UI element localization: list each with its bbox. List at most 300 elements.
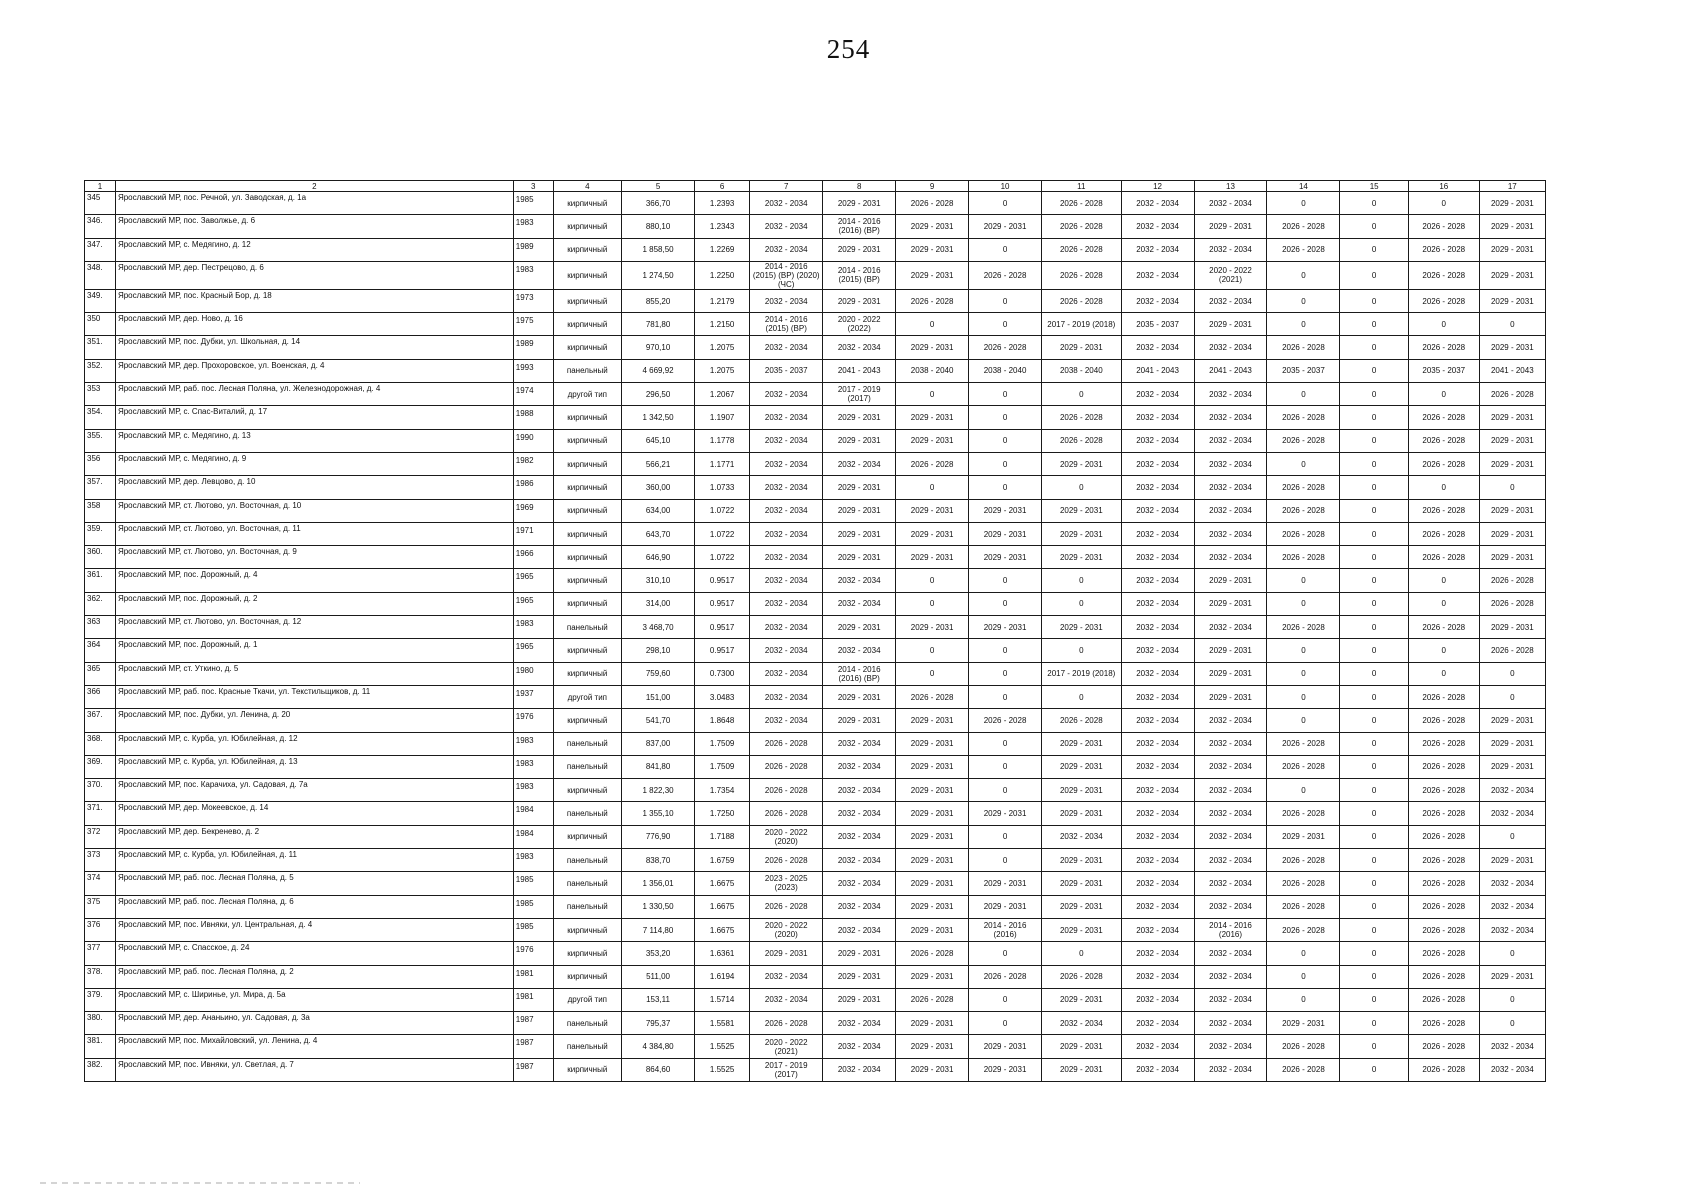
cell-period-col-15: 0	[1340, 779, 1409, 802]
cell-period-col-13: 2029 - 2031	[1194, 569, 1267, 592]
cell-period-col-7: 2032 - 2034	[750, 965, 823, 988]
cell-area: 781,80	[622, 313, 695, 336]
cell-build-year: 1984	[513, 802, 553, 825]
cell-period-col-11: 2026 - 2028	[1042, 429, 1122, 452]
cell-area: 1 822,30	[622, 779, 695, 802]
cell-period-col-10: 2029 - 2031	[969, 616, 1042, 639]
cell-period-col-10: 0	[969, 639, 1042, 662]
cell-period-col-17: 2032 - 2034	[1479, 872, 1545, 895]
cell-period-col-9: 2029 - 2031	[896, 779, 969, 802]
cell-period-col-8: 2029 - 2031	[823, 965, 896, 988]
table-row	[85, 849, 1546, 872]
cell-period-col-11: 0	[1042, 476, 1122, 499]
cell-period-col-17: 2029 - 2031	[1479, 238, 1545, 261]
scan-artifact	[40, 1182, 360, 1184]
cell-period-col-12: 2032 - 2034	[1121, 192, 1194, 215]
cell-coefficient: 1.2343	[695, 215, 750, 238]
table-row	[85, 215, 1546, 238]
cell-period-col-8: 2029 - 2031	[823, 522, 896, 545]
cell-period-col-9: 0	[896, 592, 969, 615]
cell-row-number: 361.	[85, 569, 116, 592]
cell-period-col-13: 2032 - 2034	[1194, 476, 1267, 499]
cell-period-col-14: 0	[1267, 289, 1340, 312]
cell-period-col-15: 0	[1340, 732, 1409, 755]
cell-row-number: 356	[85, 452, 116, 475]
cell-period-col-17: 0	[1479, 825, 1545, 848]
cell-coefficient: 1.5714	[695, 988, 750, 1011]
cell-address: Ярославский МР, раб. пос. Красные Ткачи, ул. Текстильщиков, д. 11	[115, 685, 513, 708]
cell-build-year: 1971	[513, 522, 553, 545]
cell-area: 855,20	[622, 289, 695, 312]
cell-period-col-14: 2026 - 2028	[1267, 802, 1340, 825]
cell-period-col-10: 2029 - 2031	[969, 499, 1042, 522]
cell-period-col-12: 2032 - 2034	[1121, 261, 1194, 289]
cell-period-col-12: 2032 - 2034	[1121, 215, 1194, 238]
cell-period-col-14: 2026 - 2028	[1267, 872, 1340, 895]
cell-build-year: 1985	[513, 895, 553, 918]
cell-row-number: 373	[85, 849, 116, 872]
cell-period-col-13: 2032 - 2034	[1194, 755, 1267, 778]
cell-build-year: 1983	[513, 215, 553, 238]
cell-period-col-16: 2026 - 2028	[1408, 965, 1479, 988]
cell-period-col-13: 2014 - 2016 (2016)	[1194, 918, 1267, 941]
cell-period-col-15: 0	[1340, 662, 1409, 685]
cell-period-col-8: 2020 - 2022 (2022)	[823, 313, 896, 336]
cell-period-col-8: 2029 - 2031	[823, 942, 896, 965]
table-row	[85, 1035, 1546, 1058]
cell-period-col-16: 0	[1408, 476, 1479, 499]
cell-period-col-17: 0	[1479, 662, 1545, 685]
cell-period-col-14: 0	[1267, 452, 1340, 475]
cell-coefficient: 1.6675	[695, 918, 750, 941]
cell-period-col-9: 2029 - 2031	[896, 238, 969, 261]
cell-address: Ярославский МР, дер. Мокеевское, д. 14	[115, 802, 513, 825]
cell-period-col-7: 2032 - 2034	[750, 192, 823, 215]
cell-period-col-17: 2029 - 2031	[1479, 522, 1545, 545]
cell-address: Ярославский МР, пос. Красный Бор, д. 18	[115, 289, 513, 312]
cell-period-col-14: 2026 - 2028	[1267, 732, 1340, 755]
cell-period-col-8: 2017 - 2019 (2017)	[823, 383, 896, 406]
table-row	[85, 476, 1546, 499]
cell-period-col-11: 2026 - 2028	[1042, 192, 1122, 215]
cell-period-col-12: 2032 - 2034	[1121, 569, 1194, 592]
cell-area: 643,70	[622, 522, 695, 545]
cell-period-col-11: 2026 - 2028	[1042, 406, 1122, 429]
table-row	[85, 1058, 1546, 1081]
cell-period-col-12: 2032 - 2034	[1121, 918, 1194, 941]
cell-period-col-8: 2029 - 2031	[823, 499, 896, 522]
cell-row-number: 346.	[85, 215, 116, 238]
cell-period-col-17: 2029 - 2031	[1479, 849, 1545, 872]
cell-period-col-15: 0	[1340, 825, 1409, 848]
cell-period-col-13: 2032 - 2034	[1194, 406, 1267, 429]
cell-period-col-7: 2023 - 2025 (2023)	[750, 872, 823, 895]
cell-coefficient: 1.2067	[695, 383, 750, 406]
cell-period-col-10: 2026 - 2028	[969, 261, 1042, 289]
cell-period-col-14: 0	[1267, 383, 1340, 406]
cell-coefficient: 1.2250	[695, 261, 750, 289]
cell-wall-material: другой тип	[553, 685, 622, 708]
cell-period-col-16: 2026 - 2028	[1408, 732, 1479, 755]
cell-period-col-10: 2029 - 2031	[969, 522, 1042, 545]
cell-area: 759,60	[622, 662, 695, 685]
cell-address: Ярославский МР, раб. пос. Лесная Поляна, ул. Железнодорожная, д. 4	[115, 383, 513, 406]
cell-build-year: 1983	[513, 779, 553, 802]
cell-period-col-7: 2026 - 2028	[750, 802, 823, 825]
cell-build-year: 1993	[513, 359, 553, 382]
cell-period-col-10: 2026 - 2028	[969, 336, 1042, 359]
cell-period-col-12: 2032 - 2034	[1121, 732, 1194, 755]
cell-period-col-11: 2029 - 2031	[1042, 872, 1122, 895]
column-header-11: 11	[1042, 181, 1122, 192]
cell-period-col-8: 2014 - 2016 (2015) (ВР)	[823, 261, 896, 289]
cell-period-col-10: 2029 - 2031	[969, 872, 1042, 895]
cell-area: 837,00	[622, 732, 695, 755]
cell-wall-material: кирпичный	[553, 476, 622, 499]
table-row	[85, 261, 1546, 289]
cell-period-col-8: 2032 - 2034	[823, 336, 896, 359]
cell-period-col-17: 2029 - 2031	[1479, 499, 1545, 522]
cell-coefficient: 0.9517	[695, 639, 750, 662]
cell-period-col-12: 2032 - 2034	[1121, 476, 1194, 499]
cell-wall-material: кирпичный	[553, 825, 622, 848]
cell-row-number: 375	[85, 895, 116, 918]
cell-build-year: 1937	[513, 685, 553, 708]
cell-period-col-10: 0	[969, 452, 1042, 475]
cell-row-number: 368.	[85, 732, 116, 755]
cell-period-col-16: 2026 - 2028	[1408, 755, 1479, 778]
cell-period-col-15: 0	[1340, 1058, 1409, 1081]
cell-period-col-14: 0	[1267, 988, 1340, 1011]
cell-coefficient: 1.5525	[695, 1058, 750, 1081]
cell-period-col-7: 2032 - 2034	[750, 238, 823, 261]
cell-row-number: 351.	[85, 336, 116, 359]
cell-address: Ярославский МР, раб. пос. Лесная Поляна, д. 6	[115, 895, 513, 918]
cell-period-col-8: 2029 - 2031	[823, 476, 896, 499]
cell-build-year: 1987	[513, 1058, 553, 1081]
cell-address: Ярославский МР, дер. Левцово, д. 10	[115, 476, 513, 499]
cell-period-col-7: 2032 - 2034	[750, 685, 823, 708]
cell-period-col-17: 2032 - 2034	[1479, 895, 1545, 918]
cell-build-year: 1969	[513, 499, 553, 522]
cell-period-col-11: 2032 - 2034	[1042, 1012, 1122, 1035]
cell-period-col-17: 2026 - 2028	[1479, 592, 1545, 615]
cell-period-col-11: 0	[1042, 942, 1122, 965]
cell-period-col-10: 0	[969, 849, 1042, 872]
cell-period-col-7: 2032 - 2034	[750, 406, 823, 429]
housing-register-table	[84, 180, 1546, 1082]
cell-period-col-8: 2029 - 2031	[823, 709, 896, 732]
cell-build-year: 1985	[513, 918, 553, 941]
cell-period-col-16: 0	[1408, 192, 1479, 215]
cell-period-col-7: 2032 - 2034	[750, 639, 823, 662]
column-header-5: 5	[622, 181, 695, 192]
cell-area: 1 355,10	[622, 802, 695, 825]
cell-period-col-17: 2029 - 2031	[1479, 336, 1545, 359]
cell-area: 366,70	[622, 192, 695, 215]
cell-period-col-12: 2032 - 2034	[1121, 429, 1194, 452]
cell-period-col-8: 2032 - 2034	[823, 779, 896, 802]
cell-coefficient: 1.2150	[695, 313, 750, 336]
cell-period-col-8: 2029 - 2031	[823, 289, 896, 312]
cell-period-col-9: 2029 - 2031	[896, 1012, 969, 1035]
cell-row-number: 347.	[85, 238, 116, 261]
cell-period-col-11: 2017 - 2019 (2018)	[1042, 313, 1122, 336]
cell-period-col-16: 2026 - 2028	[1408, 942, 1479, 965]
cell-period-col-15: 0	[1340, 452, 1409, 475]
cell-period-col-15: 0	[1340, 289, 1409, 312]
cell-area: 4 669,92	[622, 359, 695, 382]
cell-period-col-10: 2026 - 2028	[969, 965, 1042, 988]
cell-coefficient: 1.7188	[695, 825, 750, 848]
cell-period-col-15: 0	[1340, 313, 1409, 336]
cell-period-col-9: 2029 - 2031	[896, 1058, 969, 1081]
cell-wall-material: кирпичный	[553, 452, 622, 475]
cell-period-col-11: 2029 - 2031	[1042, 499, 1122, 522]
cell-period-col-15: 0	[1340, 639, 1409, 662]
cell-period-col-12: 2032 - 2034	[1121, 289, 1194, 312]
cell-period-col-8: 2032 - 2034	[823, 849, 896, 872]
cell-period-col-10: 0	[969, 476, 1042, 499]
cell-period-col-8: 2029 - 2031	[823, 238, 896, 261]
table-row	[85, 1012, 1546, 1035]
cell-wall-material: кирпичный	[553, 1058, 622, 1081]
table-row	[85, 336, 1546, 359]
cell-period-col-14: 0	[1267, 569, 1340, 592]
cell-wall-material: панельный	[553, 732, 622, 755]
cell-period-col-8: 2029 - 2031	[823, 192, 896, 215]
cell-period-col-7: 2014 - 2016 (2015) (ВР)	[750, 313, 823, 336]
cell-address: Ярославский МР, дер. Ананьино, ул. Садовая, д. 3а	[115, 1012, 513, 1035]
cell-period-col-13: 2029 - 2031	[1194, 662, 1267, 685]
cell-row-number: 359.	[85, 522, 116, 545]
cell-wall-material: кирпичный	[553, 965, 622, 988]
cell-build-year: 1990	[513, 429, 553, 452]
cell-period-col-9: 2026 - 2028	[896, 988, 969, 1011]
table-row	[85, 942, 1546, 965]
cell-period-col-9: 2029 - 2031	[896, 918, 969, 941]
cell-period-col-15: 0	[1340, 359, 1409, 382]
cell-row-number: 378.	[85, 965, 116, 988]
cell-wall-material: кирпичный	[553, 238, 622, 261]
cell-period-col-13: 2032 - 2034	[1194, 965, 1267, 988]
cell-period-col-8: 2029 - 2031	[823, 546, 896, 569]
table-row	[85, 779, 1546, 802]
cell-wall-material: панельный	[553, 755, 622, 778]
cell-period-col-10: 0	[969, 662, 1042, 685]
cell-period-col-16: 2026 - 2028	[1408, 429, 1479, 452]
cell-address: Ярославский МР, с. Курба, ул. Юбилейная, д. 11	[115, 849, 513, 872]
cell-address: Ярославский МР, раб. пос. Лесная Поляна, д. 2	[115, 965, 513, 988]
cell-period-col-9: 2029 - 2031	[896, 895, 969, 918]
cell-period-col-13: 2032 - 2034	[1194, 802, 1267, 825]
cell-period-col-7: 2014 - 2016 (2015) (ВР) (2020) (ЧС)	[750, 261, 823, 289]
cell-area: 566,21	[622, 452, 695, 475]
cell-build-year: 1983	[513, 261, 553, 289]
cell-address: Ярославский МР, пос. Карачиха, ул. Садовая, д. 7а	[115, 779, 513, 802]
cell-build-year: 1965	[513, 569, 553, 592]
cell-period-col-15: 0	[1340, 802, 1409, 825]
column-header-6: 6	[695, 181, 750, 192]
cell-period-col-15: 0	[1340, 429, 1409, 452]
cell-period-col-16: 0	[1408, 313, 1479, 336]
cell-build-year: 1987	[513, 1012, 553, 1035]
cell-period-col-10: 2038 - 2040	[969, 359, 1042, 382]
cell-row-number: 364	[85, 639, 116, 662]
table-row	[85, 569, 1546, 592]
cell-area: 151,00	[622, 685, 695, 708]
cell-period-col-7: 2032 - 2034	[750, 429, 823, 452]
cell-period-col-12: 2032 - 2034	[1121, 499, 1194, 522]
cell-period-col-9: 2029 - 2031	[896, 499, 969, 522]
cell-wall-material: панельный	[553, 802, 622, 825]
table-body	[85, 192, 1546, 1082]
cell-period-col-13: 2032 - 2034	[1194, 709, 1267, 732]
cell-address: Ярославский МР, дер. Прохоровское, ул. Военская, д. 4	[115, 359, 513, 382]
cell-address: Ярославский МР, пос. Михайловский, ул. Ленина, д. 4	[115, 1035, 513, 1058]
cell-period-col-10: 2029 - 2031	[969, 1035, 1042, 1058]
table-row	[85, 192, 1546, 215]
cell-period-col-9: 2029 - 2031	[896, 802, 969, 825]
cell-period-col-11: 2029 - 2031	[1042, 522, 1122, 545]
cell-period-col-9: 2026 - 2028	[896, 289, 969, 312]
cell-period-col-16: 2026 - 2028	[1408, 779, 1479, 802]
cell-period-col-11: 2029 - 2031	[1042, 336, 1122, 359]
cell-period-col-16: 2026 - 2028	[1408, 802, 1479, 825]
cell-period-col-9: 2029 - 2031	[896, 1035, 969, 1058]
cell-period-col-11: 2026 - 2028	[1042, 215, 1122, 238]
cell-period-col-11: 0	[1042, 383, 1122, 406]
cell-period-col-9: 0	[896, 313, 969, 336]
cell-period-col-9: 2029 - 2031	[896, 336, 969, 359]
cell-build-year: 1985	[513, 872, 553, 895]
cell-period-col-8: 2032 - 2034	[823, 872, 896, 895]
cell-coefficient: 1.6759	[695, 849, 750, 872]
cell-period-col-13: 2032 - 2034	[1194, 1012, 1267, 1035]
cell-period-col-16: 0	[1408, 383, 1479, 406]
cell-area: 3 468,70	[622, 616, 695, 639]
cell-period-col-17: 2029 - 2031	[1479, 546, 1545, 569]
cell-period-col-11: 2029 - 2031	[1042, 755, 1122, 778]
cell-period-col-14: 2026 - 2028	[1267, 755, 1340, 778]
cell-wall-material: кирпичный	[553, 522, 622, 545]
cell-coefficient: 1.2269	[695, 238, 750, 261]
cell-build-year: 1973	[513, 289, 553, 312]
cell-period-col-15: 0	[1340, 383, 1409, 406]
cell-period-col-9: 0	[896, 662, 969, 685]
cell-period-col-7: 2032 - 2034	[750, 476, 823, 499]
cell-coefficient: 1.7509	[695, 732, 750, 755]
cell-period-col-14: 0	[1267, 639, 1340, 662]
cell-period-col-10: 2014 - 2016 (2016)	[969, 918, 1042, 941]
cell-row-number: 370.	[85, 779, 116, 802]
cell-period-col-10: 2029 - 2031	[969, 895, 1042, 918]
cell-period-col-13: 2029 - 2031	[1194, 215, 1267, 238]
cell-period-col-13: 2032 - 2034	[1194, 452, 1267, 475]
column-header-13: 13	[1194, 181, 1267, 192]
cell-address: Ярославский МР, пос. Заволжье, д. 6	[115, 215, 513, 238]
cell-period-col-13: 2032 - 2034	[1194, 1035, 1267, 1058]
table-row	[85, 965, 1546, 988]
table-row	[85, 429, 1546, 452]
cell-period-col-17: 0	[1479, 685, 1545, 708]
cell-period-col-13: 2032 - 2034	[1194, 988, 1267, 1011]
cell-wall-material: другой тип	[553, 383, 622, 406]
cell-period-col-8: 2014 - 2016 (2016) (ВР)	[823, 215, 896, 238]
cell-address: Ярославский МР, дер. Бекренево, д. 2	[115, 825, 513, 848]
cell-period-col-9: 2029 - 2031	[896, 215, 969, 238]
cell-period-col-10: 2029 - 2031	[969, 1058, 1042, 1081]
cell-period-col-13: 2032 - 2034	[1194, 1058, 1267, 1081]
cell-period-col-8: 2041 - 2043	[823, 359, 896, 382]
cell-period-col-17: 2029 - 2031	[1479, 215, 1545, 238]
cell-period-col-14: 2026 - 2028	[1267, 406, 1340, 429]
cell-address: Ярославский МР, с. Медягино, д. 12	[115, 238, 513, 261]
cell-row-number: 348.	[85, 261, 116, 289]
cell-period-col-10: 0	[969, 429, 1042, 452]
cell-period-col-17: 2032 - 2034	[1479, 802, 1545, 825]
cell-wall-material: кирпичный	[553, 639, 622, 662]
cell-build-year: 1987	[513, 1035, 553, 1058]
table-row	[85, 825, 1546, 848]
column-header-12: 12	[1121, 181, 1194, 192]
cell-period-col-13: 2029 - 2031	[1194, 685, 1267, 708]
cell-wall-material: кирпичный	[553, 215, 622, 238]
cell-period-col-12: 2032 - 2034	[1121, 709, 1194, 732]
cell-period-col-17: 2041 - 2043	[1479, 359, 1545, 382]
cell-period-col-13: 2032 - 2034	[1194, 825, 1267, 848]
cell-period-col-15: 0	[1340, 895, 1409, 918]
cell-coefficient: 1.6194	[695, 965, 750, 988]
cell-period-col-16: 2035 - 2037	[1408, 359, 1479, 382]
cell-period-col-8: 2032 - 2034	[823, 802, 896, 825]
cell-period-col-9: 2026 - 2028	[896, 942, 969, 965]
cell-period-col-15: 0	[1340, 238, 1409, 261]
cell-period-col-16: 2026 - 2028	[1408, 546, 1479, 569]
cell-period-col-15: 0	[1340, 261, 1409, 289]
cell-period-col-13: 2032 - 2034	[1194, 732, 1267, 755]
cell-period-col-16: 2026 - 2028	[1408, 1035, 1479, 1058]
cell-area: 296,50	[622, 383, 695, 406]
cell-period-col-13: 2032 - 2034	[1194, 429, 1267, 452]
cell-period-col-10: 0	[969, 1012, 1042, 1035]
cell-period-col-13: 2032 - 2034	[1194, 942, 1267, 965]
cell-period-col-13: 2032 - 2034	[1194, 895, 1267, 918]
cell-coefficient: 1.2393	[695, 192, 750, 215]
cell-period-col-9: 2026 - 2028	[896, 685, 969, 708]
cell-row-number: 369.	[85, 755, 116, 778]
cell-period-col-8: 2032 - 2034	[823, 732, 896, 755]
cell-period-col-8: 2032 - 2034	[823, 569, 896, 592]
cell-period-col-12: 2032 - 2034	[1121, 965, 1194, 988]
table-row	[85, 592, 1546, 615]
table-row	[85, 452, 1546, 475]
cell-row-number: 366	[85, 685, 116, 708]
cell-period-col-17: 2029 - 2031	[1479, 192, 1545, 215]
cell-period-col-14: 0	[1267, 662, 1340, 685]
cell-coefficient: 0.9517	[695, 616, 750, 639]
cell-row-number: 345	[85, 192, 116, 215]
cell-period-col-10: 0	[969, 779, 1042, 802]
cell-row-number: 352.	[85, 359, 116, 382]
cell-wall-material: панельный	[553, 616, 622, 639]
cell-period-col-14: 0	[1267, 779, 1340, 802]
cell-period-col-8: 2032 - 2034	[823, 895, 896, 918]
cell-build-year: 1980	[513, 662, 553, 685]
cell-period-col-16: 2026 - 2028	[1408, 1058, 1479, 1081]
cell-coefficient: 1.1907	[695, 406, 750, 429]
cell-address: Ярославский МР, ст. Лютово, ул. Восточная, д. 12	[115, 616, 513, 639]
